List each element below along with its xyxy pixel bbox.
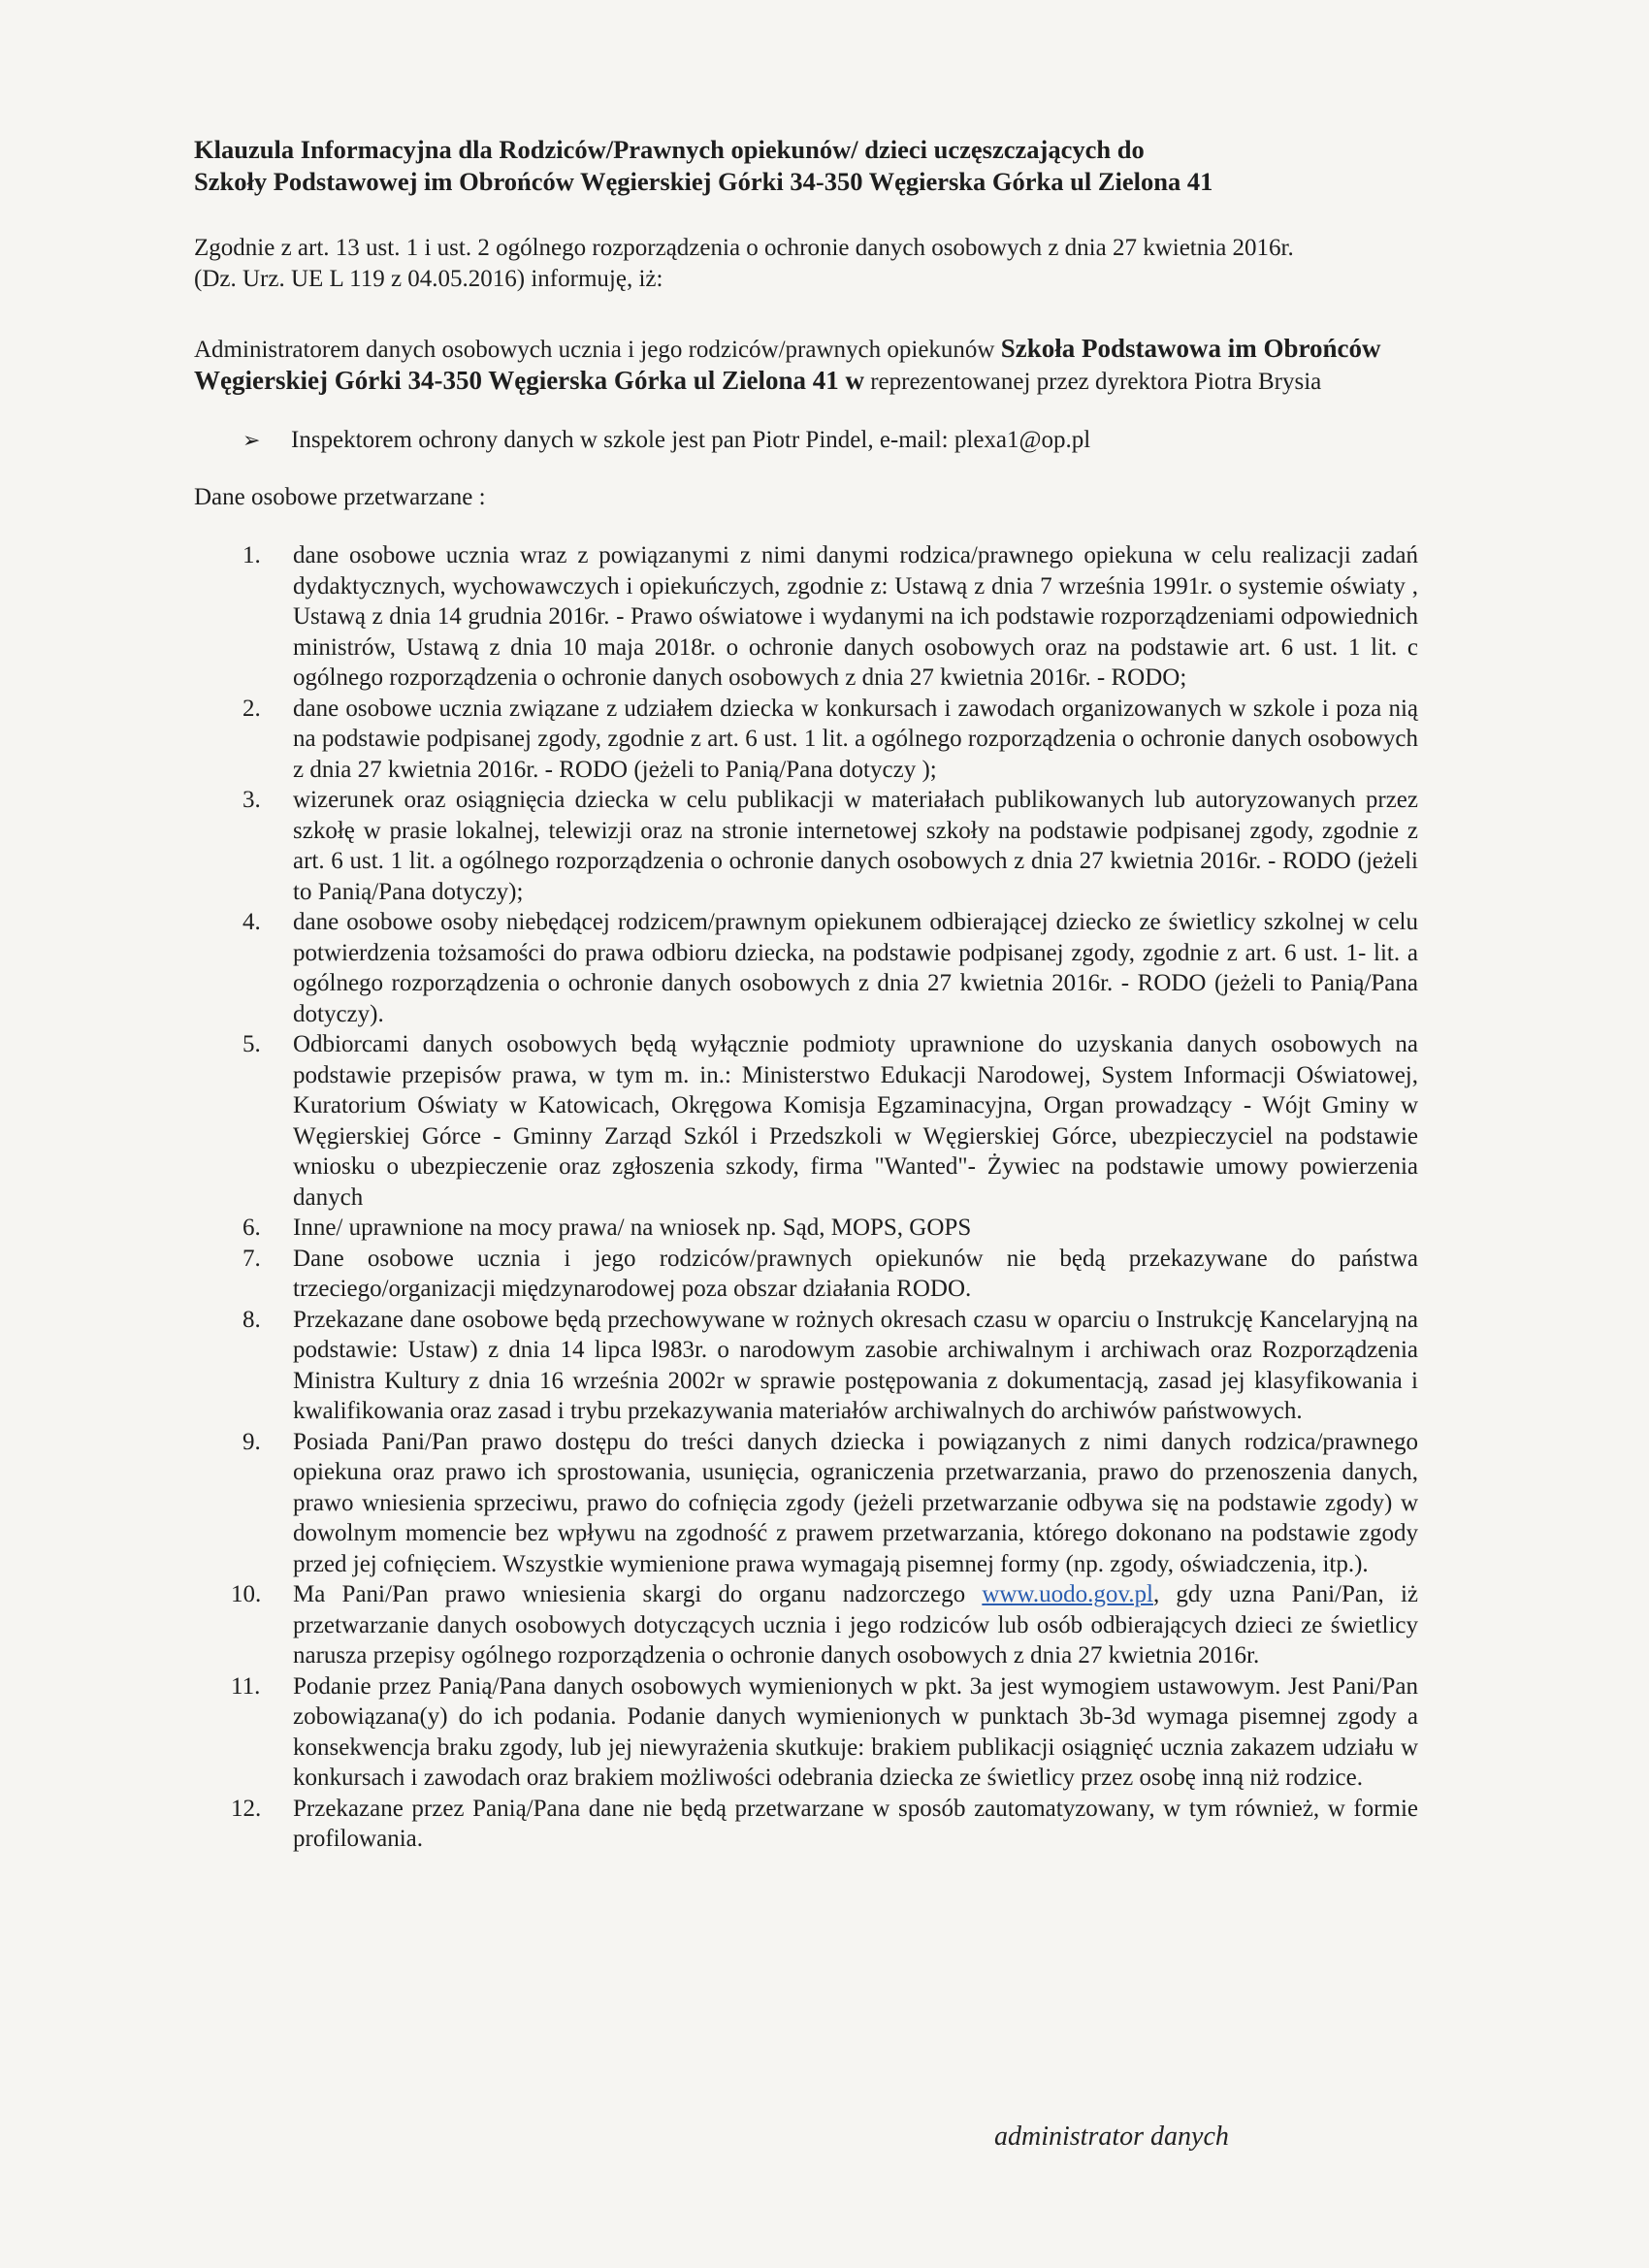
document-body [194, 134, 1418, 1855]
item-text-before-link: Ma Pani/Pan prawo wniesienia skargi do organu nadzorczego [293, 1581, 983, 1607]
item-number: 4. [242, 909, 261, 935]
school-name: Szkoła Podstawowa im Obrońców Węgierskiej Górki 34-350 Węgierska Górka ul Zielona 41 [194, 334, 1381, 395]
list-item [194, 1427, 1418, 1580]
item-text: dane osobowe ucznia związane z udziałem dziecka w konkursach i zawodach organizowanych w szkole i poza nią na podstawie podpisanej zgody, zgodnie z art. 6 ust. 1 lit. a ogólnego rozporządzenia o ochronie danych osobowych z dnia 27 kwietnia 2016r. - RODO (jeżeli to Panią/Pana dotyczy ); [293, 695, 1418, 783]
item-text-after-link: , gdy uzna Pani/Pan, iż przetwarzanie danych osobowych dotyczących ucznia i jego rodziców lub osób odbierających dzieci ze świetlicy narusza przepisy ogólnego rozporządzenia o ochronie danych osobowych z dnia 27 kwietnia 2016r. [293, 1581, 1418, 1669]
item-number: 6. [242, 1215, 261, 1241]
list-item [194, 785, 1418, 907]
list-item [194, 1029, 1418, 1213]
list-item [194, 1213, 1418, 1244]
list-item [194, 1579, 1418, 1671]
item-text: Inne/ uprawnione na mocy prawa/ na wniosek np. Sąd, MOPS, GOPS [293, 1215, 972, 1241]
item-text: Przekazane przez Panią/Pana dane nie będą przetwarzane w sposób zautomatyzowany, w tym również, w formie profilowania. [293, 1795, 1418, 1852]
item-number: 8. [242, 1306, 261, 1333]
list-item [194, 1305, 1418, 1427]
item-text: Przekazane dane osobowe będą przechowywane w rożnych okresach czasu w oparciu o Instrukcję Kancelaryjną na podstawie: Ustaw) z dnia 14 lipca l983r. o narodowym zasobie archiwalnym i archiwach oraz Rozporządzenia Ministra Kultury z dnia 16 września 2002r w sprawie postępowania z dokumentacją, zasad jej klasyfikowania i kwalifikowania oraz zasad i trybu przekazywania materiałów archiwalnych do archiwów państwowych. [293, 1306, 1418, 1424]
item-number: 3. [242, 787, 261, 813]
administrator-paragraph [194, 334, 1418, 397]
item-number: 1. [242, 542, 261, 568]
uodo-link[interactable]: www.uodo.gov.pl [982, 1581, 1153, 1607]
item-number: 10. [231, 1581, 262, 1607]
inspector-text: Inspektorem ochrony danych w szkole jest pan Piotr Pindel, e-mail: plexa1@op.pl [291, 427, 1091, 453]
item-number: 12. [231, 1795, 262, 1822]
arrow-bullet-icon: ➢ [242, 428, 261, 452]
administrator-bold-w: w [838, 365, 864, 395]
item-text: Dane osobowe ucznia i jego rodziców/prawnych opiekunów nie będą przekazywane do państwa trzeciego/organizacji międzynarodowej poza obszar działania RODO. [293, 1245, 1418, 1302]
administrator-prefix: Administratorem danych osobowych ucznia i jego rodziców/prawnych opiekunów [194, 337, 1001, 363]
list-item [194, 1794, 1418, 1855]
item-number: 2. [242, 695, 261, 722]
intro-line-1: Zgodnie z art. 13 ust. 1 i ust. 2 ogólnego rozporządzenia o ochronie danych osobowych z dnia 27 kwietnia 2016r. [194, 235, 1294, 261]
list-item [194, 540, 1418, 694]
item-text: dane osobowe ucznia wraz z powiązanymi z nimi danymi rodzica/prawnego opiekuna w celu realizacji zadań dydaktycznych, wychowawczych i opiekuńczych, zgodnie z: Ustawą z dnia 7 września 1991r. o systemie oświaty , Ustawą z dnia 14 grudnia 2016r. - Prawo oświatowe i wydanymi na ich podstawie rozporządzeniami odpowiednich ministrów, Ustawą z dnia 10 maja 2018r. o ochronie danych osobowych oraz na podstawie art. 6 ust. 1 lit. c ogólnego rozporządzenia o ochronie danych osobowych z dnia 27 kwietnia 2016r. - RODO; [293, 542, 1418, 691]
inspector-bullet [194, 425, 1418, 456]
item-text: Odbiorcami danych osobowych będą wyłącznie podmioty uprawnione do uzyskania danych osobowych na podstawie przepisów prawa, w tym m. in.: Ministerstwo Edukacji Narodowej, System Informacji Oświatowej, Kuratorium Oświaty w Katowicach, Okręgowa Komisja Egzaminacyjna, Organ prowadzący - Wójt Gminy w Węgierskiej Górce - Gminny Zarząd Szkól i Przedszkoli w Węgierskiej Górce, ubezpieczyciel na podstawie wniosku o ubezpieczenie oraz zgłoszenia szkody, firma "Wanted"- Żywiec na podstawie umowy powierzenia danych [293, 1031, 1418, 1211]
list-item [194, 1671, 1418, 1794]
item-number: 5. [242, 1031, 261, 1057]
item-text: dane osobowe osoby niebędącej rodzicem/prawnym opiekunem odbierającej dziecko ze świetlicy szkolnej w celu potwierdzenia tożsamości do prawa odbioru dziecka, na podstawie podpisanej zgody, zgodnie z art. 6 ust. 1- lit. a ogólnego rozporządzenia o ochronie danych osobowych z dnia 27 kwietnia 2016r. - RODO (jeżeli to Panią/Pana dotyczy). [293, 909, 1418, 1027]
title-line-2: Szkoły Podstawowej im Obrońców Węgierskiej Górki 34-350 Węgierska Górka ul Zielona 41 [194, 167, 1213, 196]
document-title [194, 134, 1418, 198]
list-item [194, 694, 1418, 786]
intro-line-2: (Dz. Urz. UE L 119 z 04.05.2016) informuję, iż: [194, 265, 663, 292]
intro-paragraph [194, 233, 1418, 294]
items-list [194, 540, 1418, 1855]
item-text: Posiada Pani/Pan prawo dostępu do treści danych dziecka i powiązanych z nimi danych rodzica/prawnego opiekuna oraz prawo ich sprostowania, usunięcia, ograniczenia przetwarzania, prawo do przenoszenia danych, prawo wniesienia sprzeciwu, prawo do cofnięcia zgody (jeżeli przetwarzanie odbywa się na podstawie zgody) w dowolnym momencie bez wpływu na zgodność z prawem przetwarzania, którego dokonano na podstawie zgody przed jej cofnięciem. Wszystkie wymienione prawa wymagają pisemnej formy (np. zgody, oświadczenia, itp.). [293, 1428, 1418, 1577]
signature-label: administrator danych [994, 2122, 1229, 2152]
item-text: wizerunek oraz osiągnięcia dziecka w celu publikacji w materiałach publikowanych lub autoryzowanych przez szkołę w prasie lokalnej, telewizji oraz na stronie internetowej szkoły na podstawie podpisanej zgody, zgodnie z art. 6 ust. 1 lit. a ogólnego rozporządzenia o ochronie danych osobowych z dnia 27 kwietnia 2016r. - RODO (jeżeli to Panią/Pana dotyczy); [293, 787, 1418, 905]
title-line-1: Klauzula Informacyjna dla Rodziców/Prawnych opiekunów/ dzieci uczęszczających do [194, 135, 1145, 164]
item-text [293, 1579, 1418, 1671]
dane-heading: Dane osobowe przetwarzane : [194, 483, 486, 510]
item-number: 7. [242, 1245, 261, 1272]
list-item [194, 1244, 1418, 1305]
list-item [194, 907, 1418, 1029]
administrator-suffix: reprezentowanej przez dyrektora Piotra Brysia [863, 368, 1322, 395]
item-number: 9. [242, 1428, 261, 1455]
item-text: Podanie przez Panią/Pana danych osobowych wymienionych w pkt. 3a jest wymogiem ustawowym. Jest Pani/Pan zobowiązana(y) do ich podania. Podanie danych wymienionych w punktach 3b-3d wymaga pisemnej zgody a konsekwencja braku zgody, lub jej niewyrażenia skutkuje: brakiem publikacji osiągnięć ucznia zakazem udziału w konkursach i zawodach oraz brakiem możliwości odebrania dziecka ze świetlicy przez osobę inną niż rodzice. [293, 1672, 1418, 1791]
item-number: 11. [231, 1672, 261, 1700]
